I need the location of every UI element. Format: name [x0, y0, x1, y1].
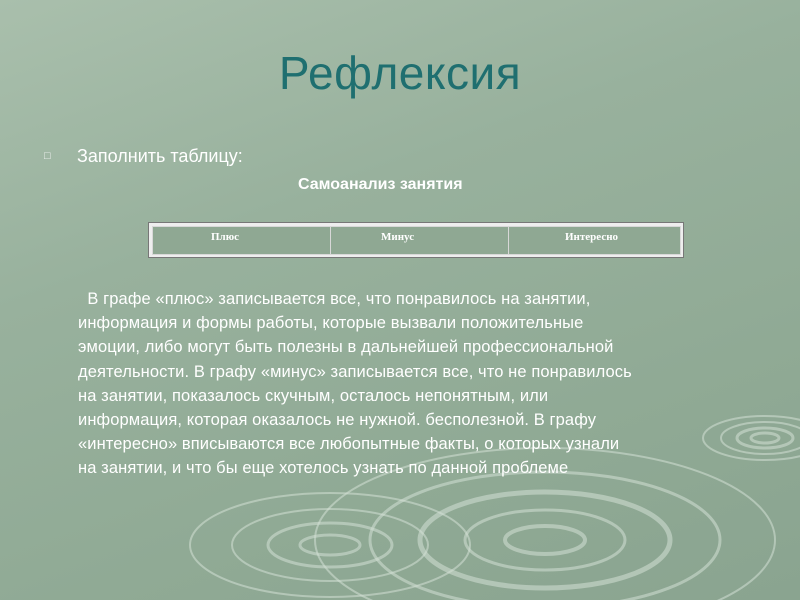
self-analysis-table [152, 226, 681, 255]
slide-title: Рефлексия [278, 47, 522, 99]
paragraph-line: эмоции, либо могут быть полезны в дальнейшей профессиональной [78, 338, 614, 357]
paragraph-line: В графе «плюс» записывается все, что понравилось на занятии, [78, 290, 591, 308]
paragraph-line: деятельности. В графу «минус» записывается все, что не понравилось [78, 362, 632, 381]
paragraph-line: информация, которая оказалось не нужной. бесполезной. В графу [78, 411, 597, 430]
square-bullet-icon: □ [44, 150, 51, 162]
explanation-paragraph [78, 287, 754, 481]
paragraph-line: на занятии, показалось скучным, осталось непонятным, или [78, 386, 549, 405]
table-header-cell: Минус [331, 227, 509, 255]
table-header-cell: Интересно [509, 227, 681, 255]
paragraph-line: «интересно» вписываются все любопытные факты, о которых узнали [78, 435, 620, 454]
table-header-cell: Плюс [153, 227, 331, 255]
table-header-row [153, 227, 681, 255]
paragraph-line: информация и формы работы, которые вызвали положительные [78, 314, 584, 333]
table-caption: Самоанализ занятия [298, 176, 463, 193]
self-analysis-table-frame [148, 222, 684, 258]
paragraph-line: на занятии, и что бы еще хотелось узнать по данной проблеме [78, 459, 569, 478]
bullet-text: Заполнить таблицу: [77, 146, 243, 166]
bullet-item [44, 146, 243, 167]
